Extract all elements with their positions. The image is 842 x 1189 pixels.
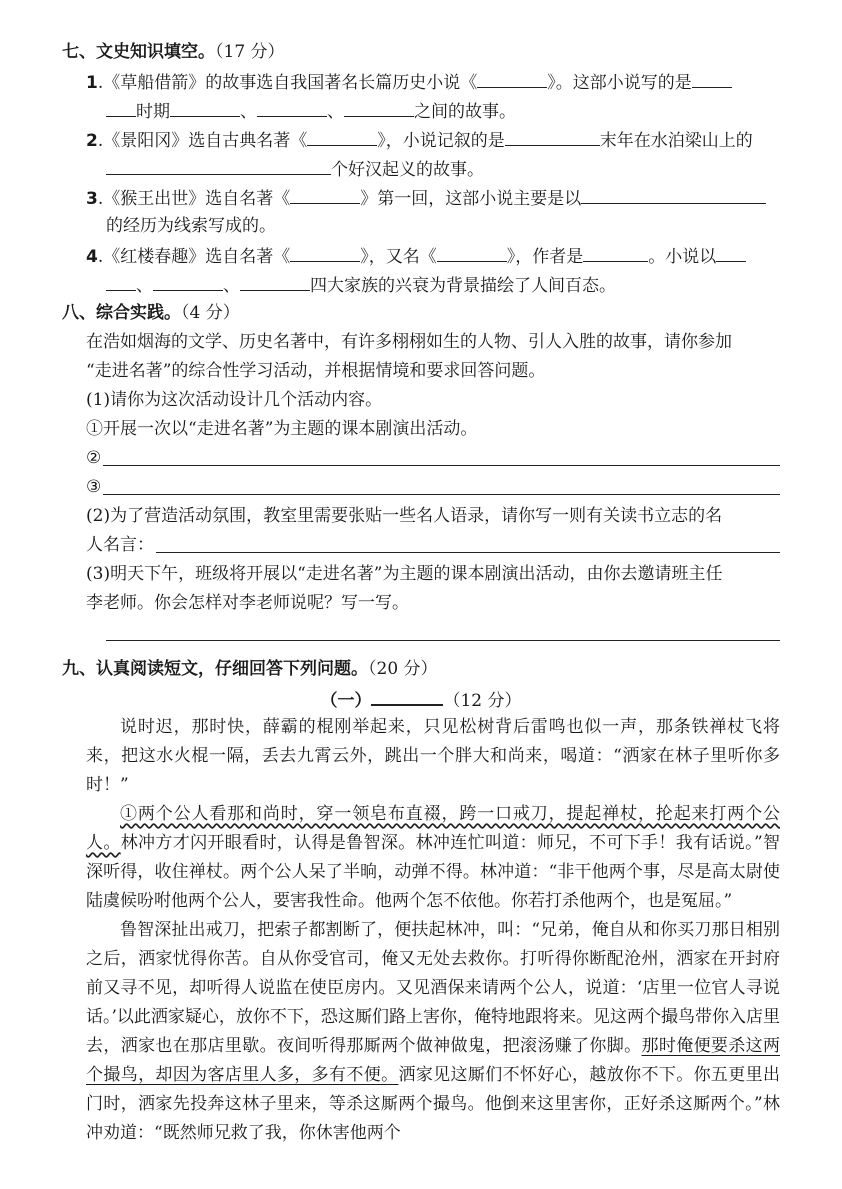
section8-item1: ①开展一次以“走进名著”为主题的课本剧演出活动。 <box>86 419 478 439</box>
section9-subscore: （12 分） <box>443 691 522 711</box>
q2-blank-dynasty[interactable] <box>505 125 600 146</box>
q4-line1 <box>62 241 780 270</box>
exam-page <box>62 38 780 1148</box>
section9-heading <box>62 655 780 684</box>
section8-prompt1: (1)请你为这次活动设计几个活动内容。 <box>86 390 383 410</box>
section9-subtitle: （一） <box>320 691 372 711</box>
section8-prompt2-line1: (2)为了营造活动氛围，教室里需要张贴一些名人语录，请你写一则有关读书立志的名 <box>86 506 723 526</box>
q4-blank-author[interactable] <box>583 241 648 262</box>
q1-line1 <box>62 67 780 96</box>
q3-text-c: 的经历为线索写成的。 <box>106 216 276 236</box>
section8-item2-answer-line[interactable] <box>103 465 780 466</box>
q3-blank-character[interactable] <box>581 183 766 204</box>
q2-blank-count[interactable] <box>106 154 331 175</box>
q3-line1 <box>62 183 780 212</box>
q3-text-a: .《猴王出世》选自名著《 <box>97 189 291 209</box>
section8-heading <box>62 299 780 328</box>
section8-item2-marker: ② <box>86 448 102 468</box>
section9-score: （20 分） <box>368 659 438 679</box>
q4-text-e: 、 <box>136 276 153 296</box>
passage-paragraph-3-b: 洒家见这厮们不怀好心，越放你不下。你五更里出门时，洒家先投奔这林子里来，等杀这厮两个撮鸟。他倒来这里害你，正好杀这厮两个。”林冲劝道：“既然师兄救了我，你休害他两个 <box>86 1065 781 1143</box>
q1-text-d: 、 <box>240 102 257 122</box>
section8-item3-row <box>62 473 780 502</box>
section9-title: 九、认真阅读短文，仔细回答下列问题。 <box>62 659 368 679</box>
q1-blank-era-b[interactable] <box>106 96 136 117</box>
q4-blank-family2[interactable] <box>153 270 223 291</box>
q4-blank-family1b[interactable] <box>106 270 136 291</box>
q4-text-b: 》，又名《 <box>360 247 437 267</box>
q3-line2 <box>62 212 780 241</box>
q1-blank-state2[interactable] <box>257 96 327 117</box>
q4-text-g: 四大家族的兴衰为背景描绘了人间百态。 <box>310 276 616 296</box>
q4-text-d: 。小说以 <box>648 247 717 267</box>
section7-title: 七、文史知识填空。 <box>62 42 215 62</box>
section8-item3-marker: ③ <box>86 477 102 497</box>
q1-text-c: 时期 <box>136 102 170 122</box>
section8-invitation-answer-line[interactable] <box>106 618 780 641</box>
section8-item2-row <box>62 444 780 473</box>
section-gap <box>62 641 780 655</box>
q1-blank-era-a[interactable] <box>692 67 732 88</box>
q2-line1 <box>62 125 780 154</box>
passage-paragraph-2-rest: 林冲方才闪开眼看时，认得是鲁智深。林冲连忙叫道：师兄，不可下手！我有话说。”智深听得，收住禅杖。两个公人呆了半晌，动弹不得。林冲道：“非干他两个事，尽是高太尉使陆虞候吩咐他两个公人，要害我性命。他两个怎不依他。你若打杀他两个，也是冤屈。” <box>86 833 780 911</box>
passage-paragraph-3-a: 鲁智深扯出戒刀，把索子都割断了，便扶起林冲，叫：“兄弟，俺自从和你买刀那日相别之后，洒家忧得你苦。自从你受官司，俺又无处去救你。打听得你断配沧州，洒家在开封府前又寻不见，却听得人说监在使臣房内。又见酒保来请两个公人，说道：‘店里一位官人寻说话。’以此洒家疑心，放你不下，恐这厮们路上害你，俺特地跟将来。见这两个撮鸟带你入店里去，洒家也在那店里歇。夜间听得那厮两个做神做鬼，把滚汤赚了你脚。 <box>86 920 780 1056</box>
q3-blank-book[interactable] <box>290 183 360 204</box>
q1-text-e: 、 <box>327 102 344 122</box>
q2-text-d: 个好汉起义的故事。 <box>331 160 484 180</box>
passage-paragraph-3 <box>62 916 780 1148</box>
section8-prompt3-line1: (3)明天下午，班级将开展以“走进名著”为主题的课本剧演出活动，由你去邀请班主任 <box>86 564 723 584</box>
q4-text-f: 、 <box>223 276 240 296</box>
q1-text-b: 》。这部小说写的是 <box>547 73 692 93</box>
q1-number: 1 <box>86 73 98 93</box>
q1-blank-novel[interactable] <box>477 67 547 88</box>
section8-intro-line1: 在浩如烟海的文学、历史名著中，有许多栩栩如生的人物、引人入胜的故事，请你参加 <box>86 332 732 352</box>
q1-text-f: 之间的故事。 <box>414 102 516 122</box>
q4-blank-family3[interactable] <box>240 270 310 291</box>
section8-prompt2-label: 人名言： <box>86 535 154 555</box>
q2-text-a: .《景阳冈》选自古典名著《 <box>97 131 308 151</box>
section8-title: 八、综合实践。 <box>62 303 181 323</box>
q4-line2 <box>62 270 780 299</box>
q1-text-a: .《草船借箭》的故事选自我国著名长篇历史小说《 <box>97 73 478 93</box>
section7-heading <box>62 38 780 67</box>
q4-text-a: .《红楼春趣》选自名著《 <box>97 247 291 267</box>
section8-score: （4 分） <box>181 303 240 323</box>
section7-score: （17 分） <box>215 42 285 62</box>
section8-prompt3-line2: 李老师。你会怎样对李老师说呢？写一写。 <box>86 593 409 613</box>
passage-title-blank[interactable] <box>371 684 443 706</box>
section8-quote-answer-line[interactable] <box>156 552 780 553</box>
q2-line2 <box>62 154 780 183</box>
q1-blank-state3[interactable] <box>344 96 414 117</box>
q2-text-c: 末年在水泊梁山上的 <box>599 131 753 151</box>
section9-subheading <box>62 684 780 713</box>
passage-wavy-sentence: ①两个公人看那和尚时，穿一领皂布直裰，跨一口戒刀，提起禅杖，抡起来打两个公人。 <box>86 804 780 853</box>
section8-prompt2-line2 <box>62 531 780 560</box>
q2-text-b: 》，小说记叙的是 <box>377 131 505 151</box>
passage-paragraph-2 <box>62 800 780 916</box>
q1-blank-state1[interactable] <box>170 96 240 117</box>
q2-number: 2 <box>86 131 98 151</box>
q1-line2 <box>62 96 780 125</box>
passage-underlined-sentence: 那时俺便要杀这两个撮鸟，却因为客店里人多，多有不便。 <box>86 1036 781 1085</box>
q4-number: 4 <box>86 247 98 267</box>
q3-number: 3 <box>86 189 98 209</box>
q4-blank-book[interactable] <box>290 241 360 262</box>
passage-paragraph-1: 说时迟，那时快，薛霸的棍刚举起来，只见松树背后雷鸣也似一声，那条铁禅杖飞将来，把这水火棍一隔，丢去九霄云外，跳出一个胖大和尚来，喝道：“洒家在林子里听你多时！” <box>86 717 780 795</box>
q3-text-b: 》第一回，这部小说主要是以 <box>360 189 582 209</box>
section8-item3-answer-line[interactable] <box>103 494 780 495</box>
q4-blank-alias[interactable] <box>437 241 507 262</box>
q2-blank-book[interactable] <box>307 125 377 146</box>
section8-intro-line2: “走进名著”的综合性学习活动，并根据情境和要求回答问题。 <box>86 361 546 381</box>
q4-blank-family1a[interactable] <box>716 241 746 262</box>
q4-text-c: 》，作者是 <box>506 247 584 267</box>
